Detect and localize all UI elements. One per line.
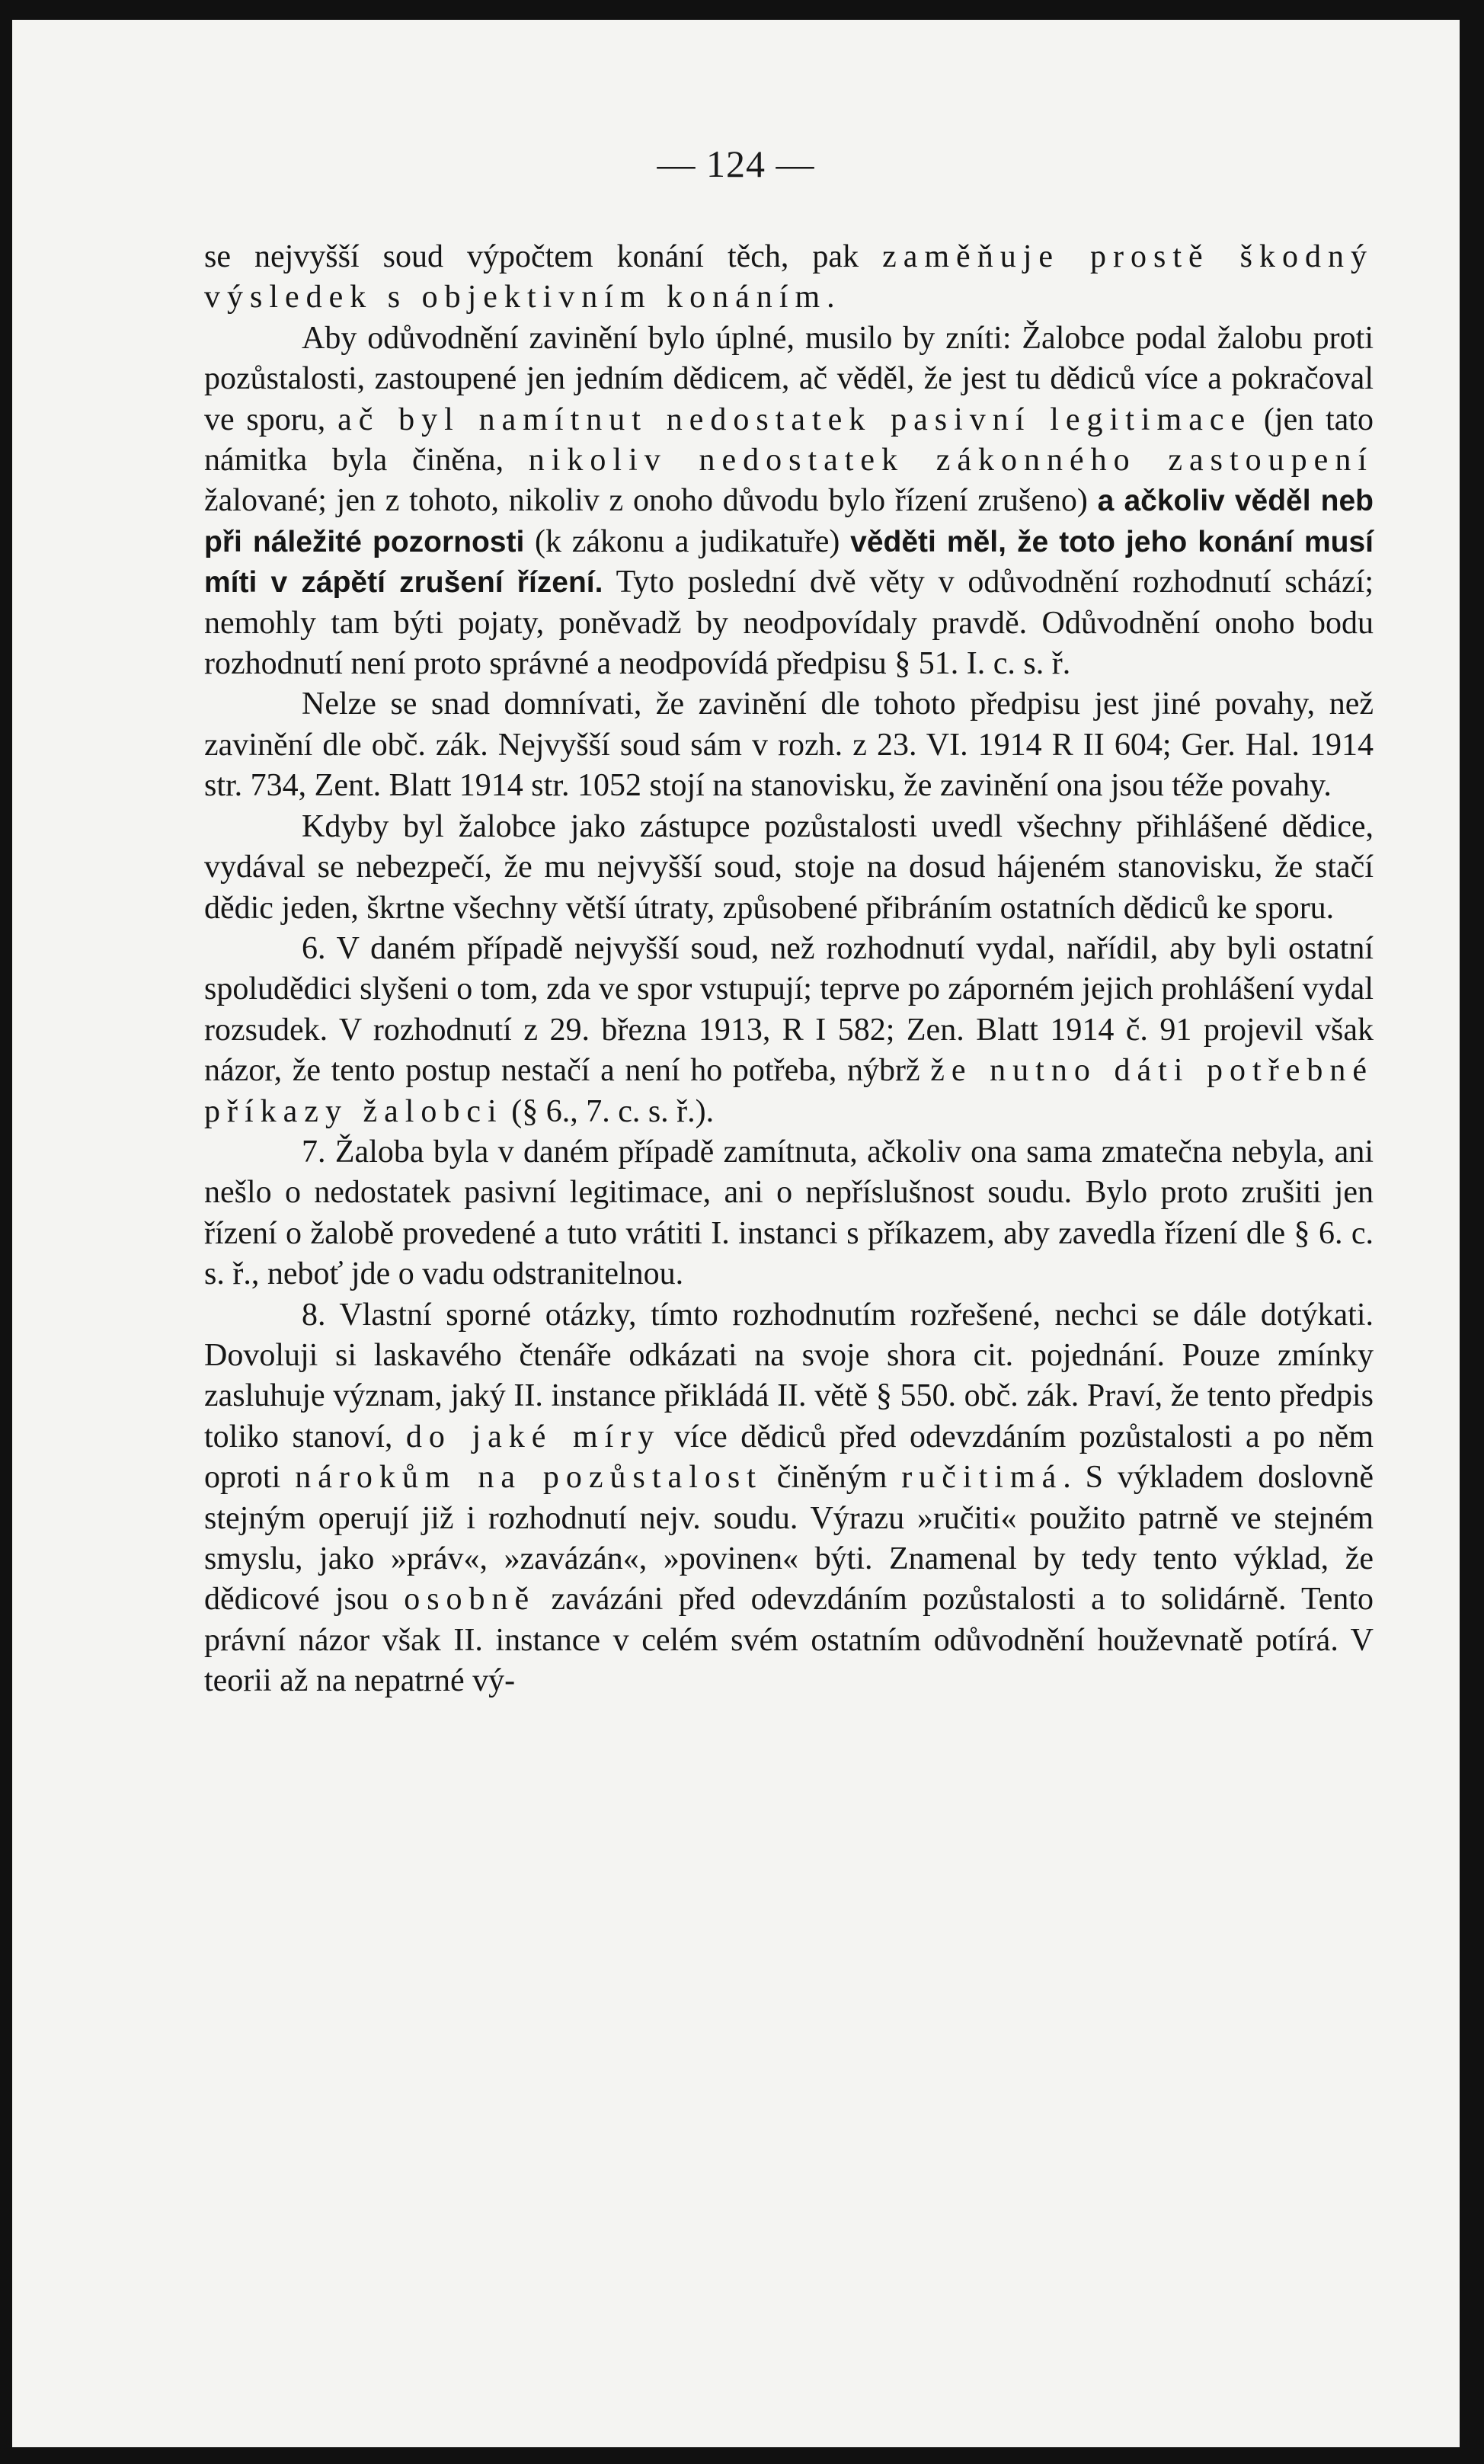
- paragraph-section-7: 7. Žaloba byla v daném případě zamítnuta, ačkoliv ona sama zmatečna nebyla, ani nešlo o nedostatek pasivní legitimace, ani o nepříslušnost soudu. Bylo proto zrušiti jen řízení o žalobě provedené a tuto vrátiti I. instanci s příkazem, aby zavedla řízení dle § 6. c. s. ř., neboť jde o vadu odstranitelnou.: [204, 1134, 1374, 1292]
- text-run: (§ 6., 7. c. s. ř.).: [503, 1093, 715, 1129]
- bold-emphasis: věděti měl, že toto jeho konání musí míti v zápětí zrušení řízení.: [204, 525, 1374, 600]
- text-run: činěným: [762, 1460, 902, 1496]
- text-run: 8. Vlastní sporné otázky, tímto rozhodnutím rozřešené, nechci se dále dotýkati. Dovoluji si laskavého čtenáře odkázati na svoje shora cit. pojednání. Pouze zmínky zasluhuje význam, jaký II. instance přikládá II. větě § 550. obč. zák. Praví, že tento předpis toliko stanoví,: [204, 1297, 1374, 1454]
- spaced-emphasis: nárokům na pozůstalost: [295, 1460, 763, 1496]
- spaced-emphasis: osobně: [404, 1582, 536, 1618]
- text-run: Tyto poslední dvě věty v odůvodnění rozhodnutí schází; nemohly tam býti pojaty, poněvadž by neodpovídaly pravdě. Odůvodnění onoho bodu rozhodnutí není proto správné a neodpovídá předpisu § 51. I. c. s. ř.: [204, 565, 1374, 682]
- page-number: — 124 —: [657, 142, 815, 185]
- text-run: (jen tato námitka byla činěna,: [204, 402, 1374, 478]
- book-page: [12, 20, 1460, 2447]
- text-run: (k zákonu a judikatuře): [524, 523, 851, 559]
- paragraph-culpability: Nelze se snad domnívati, že zavinění dle tohoto předpisu jest jiné povahy, než zavinění dle obč. zák. Nejvyšší soud sám v rozh. z 23. VI. 1914 R II 604; Ger. Hal. 1914 str. 734, Zent. Blatt 1914 str. 1052 stojí na stanovisku, že zavinění ona jsou téže povahy.: [204, 686, 1374, 804]
- paragraph-plaintiff: Kdyby byl žalobce jako zástupce pozůstalosti uvedl všechny přihlášené dědice, vydával se nebezpečí, že mu nejvyšší soud, stoje na dosud hájeném stanovisku, že stačí dědic jeden, škrtne všechny větší útraty, způsobené přibráním ostatních dědiců ke sporu.: [204, 808, 1374, 926]
- spaced-emphasis: že nutno dáti potřebné příkazy žalobci: [204, 1053, 1374, 1129]
- text-run: Aby odůvodnění zavinění bylo úplné, musilo by zníti: Žalobce podal žalobu proti pozůstalosti, zastoupené jen jedním dědicem, ač věděl, že jest tu dědiců více a pokračoval ve sporu,: [204, 320, 1374, 437]
- paragraph-continuation: [204, 237, 1374, 318]
- text-run: se nejvyšší soud výpočtem konání těch, pak: [204, 239, 883, 274]
- text-run: žalované; jen z tohoto, nikoliv z onoho důvodu bylo řízení zrušeno): [204, 483, 1098, 519]
- body-text: [204, 237, 1374, 1702]
- text-run: zavázáni před odevzdáním pozůstalosti a to solidárně. Tento právní názor však II. instance v celém svém ostatním odůvodnění houževnatě potírá. V teorii až na nepatrné vý-: [204, 1582, 1374, 1699]
- spaced-emphasis: ručitimá: [901, 1460, 1063, 1496]
- spaced-emphasis: zaměňuje prostě škodný výsledek s objektivním konáním.: [204, 239, 1374, 315]
- spaced-emphasis: do jaké míry: [405, 1419, 661, 1454]
- spaced-emphasis: nikoliv nedostatek zákonného zastoupení: [528, 443, 1374, 478]
- text-run: 6. V daném případě nejvyšší soud, než rozhodnutí vydal, nařídil, aby byli ostatní spoludědici slyšeni o tom, zda ve spor vstupují; teprve po záporném jejich prohlášení vydal rozsudek. V rozhodnutí z 29. března 1913, R I 582; Zen. Blatt 1914 č. 91 projevil však názor, že tento postup nestačí a není ho potřeba, nýbrž: [204, 930, 1374, 1089]
- text-run: . S výkladem doslovně stejným operují již i rozhodnutí nejv. soudu. Výrazu »ručiti« použito patrně ve stejném smyslu, jako »práv«, »zavázán«, »povinen« býti. Znamenal by tedy tento výklad, že dědicové jsou: [204, 1460, 1374, 1618]
- spaced-emphasis: ač byl namítnut nedostatek pasivní legitimace: [337, 402, 1252, 437]
- paragraph-section-6: [204, 929, 1374, 1132]
- paragraph-section-8: [204, 1295, 1374, 1702]
- paragraph-reasoning: [204, 318, 1374, 685]
- bold-emphasis: a ačkoliv věděl neb při náležité pozornosti: [204, 485, 1374, 558]
- text-run: více dědiců před odevzdáním pozůstalosti a po něm oproti: [204, 1419, 1374, 1496]
